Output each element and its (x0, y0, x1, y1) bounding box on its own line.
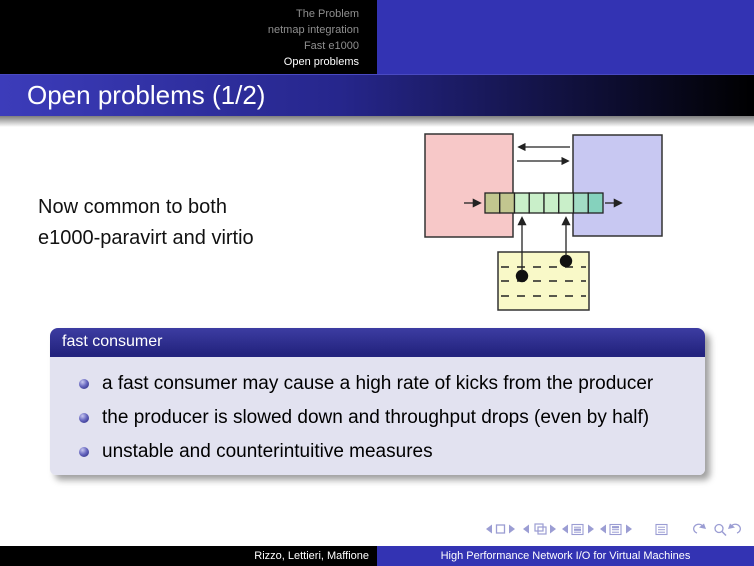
fast-consumer-block (50, 328, 705, 475)
ring-buffer (485, 193, 603, 213)
consumer-box (573, 135, 662, 236)
nav-section-open-problems[interactable]: Open problems (283, 56, 359, 68)
prev-section-icon[interactable] (600, 525, 606, 534)
bullet-ball-icon (79, 379, 89, 389)
beamer-navigation-bar (486, 521, 748, 538)
header-bar (0, 0, 754, 74)
intro-line-1: Now common to both (38, 196, 227, 218)
producer-box (425, 134, 513, 237)
frame-title: Open problems (1/2) (27, 80, 266, 110)
subsection-icon[interactable] (572, 525, 583, 535)
block-body (50, 357, 705, 475)
next-section-icon[interactable] (626, 525, 632, 534)
frame-title-bar (0, 74, 754, 116)
prev-subsection-icon[interactable] (562, 525, 568, 534)
pending-kick-dot-1 (516, 270, 528, 282)
block-title: fast consumer (50, 328, 705, 357)
footer-authors: Rizzo, Lettieri, Maffione (0, 546, 377, 566)
notify-queue-box (498, 252, 589, 310)
next-slide-icon[interactable] (509, 525, 515, 534)
footer-talk-title: High Performance Network I/O for Virtual Machines (377, 546, 754, 566)
nav-section-netmap-integration[interactable]: netmap integration (267, 24, 359, 36)
intro-line-2: e1000-paravirt and virtio (38, 227, 254, 249)
prev-frame-icon[interactable] (523, 525, 529, 534)
go-forward-icon[interactable] (728, 524, 740, 534)
list-item (76, 371, 685, 397)
footer-bar (0, 546, 754, 566)
prev-slide-icon[interactable] (486, 525, 492, 534)
next-subsection-icon[interactable] (588, 525, 594, 534)
bullet-ball-icon (79, 413, 89, 423)
search-icon[interactable] (715, 525, 726, 536)
bullet-list (76, 371, 685, 465)
bullet-ball-icon (79, 447, 89, 457)
bullet-text: a fast consumer may cause a high rate of kicks from the producer (102, 373, 654, 394)
list-item (76, 405, 685, 431)
section-nav (0, 0, 377, 74)
producer-consumer-diagram (400, 125, 754, 320)
intro-text (38, 192, 254, 254)
slide-icon[interactable] (497, 525, 505, 533)
frame-icon[interactable] (535, 524, 546, 534)
nav-section-fast-e1000[interactable]: Fast e1000 (303, 40, 359, 52)
section-icon[interactable] (610, 525, 621, 535)
nav-section-the-problem[interactable]: The Problem (296, 8, 359, 20)
next-frame-icon[interactable] (550, 525, 556, 534)
pending-kick-dot-2 (560, 255, 572, 267)
go-back-icon[interactable] (694, 524, 706, 534)
bullet-text: unstable and counterintuitive measures (102, 441, 433, 462)
list-item (76, 439, 685, 465)
presentation-icon[interactable] (656, 525, 667, 535)
header-subsection-panel (377, 0, 754, 74)
bullet-text: the producer is slowed down and throughput drops (even by half) (102, 407, 650, 428)
